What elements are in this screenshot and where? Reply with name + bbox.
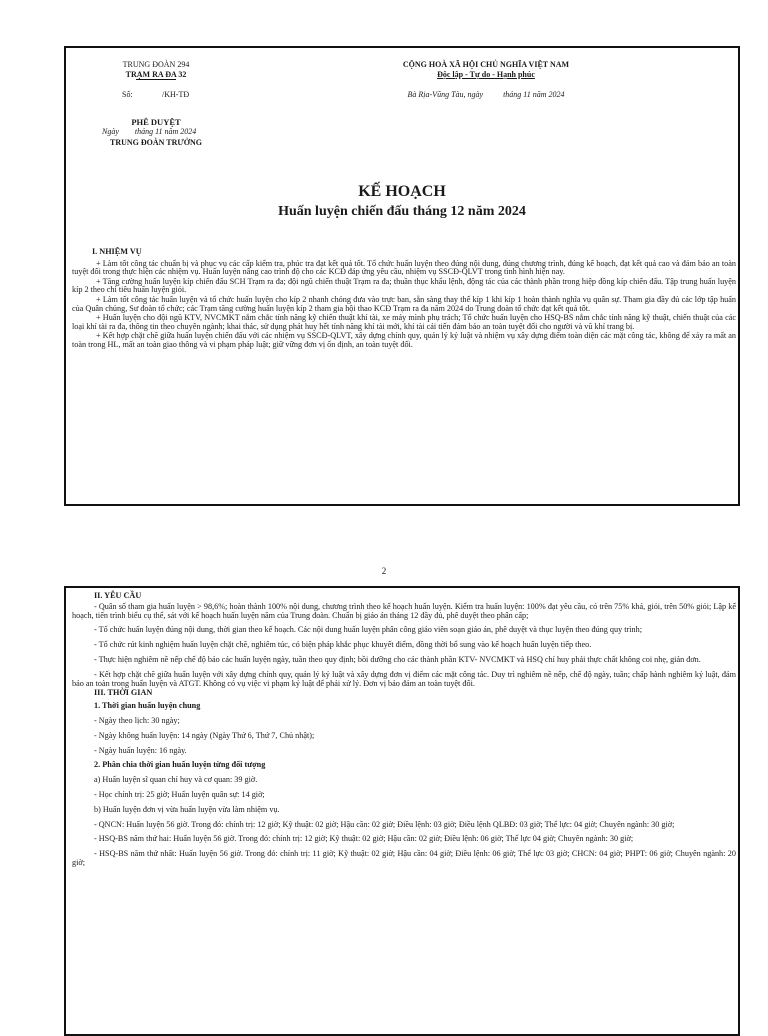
subsection-2-item: a) Huấn luyện sĩ quan chỉ huy và cơ quan: 39 giờ. [94, 775, 258, 785]
subsection-1-item: - Ngày huấn luyện: 16 ngày. [94, 745, 187, 755]
header-left-rule [136, 79, 176, 80]
section-2-paragraph: - Quân số tham gia huấn luyện > 98,6%; hoàn thành 100% nội dung, chương trình theo kế hoạch huấn luyện. Kiểm tra huấn luyện: 100% đạt yêu cầu, có trên 75% khá, giỏi, trên 50% giỏi; Lập kế hoạch, tiến trình biểu cụ thể, sát với kế hoạch huấn luyện năm của Trung đoàn. Chuẩn bị giáo án tháng 12 đầy đủ, phê duyệt theo phân cấp; [72, 601, 736, 620]
document-page-1 [64, 46, 740, 506]
subsection-1-item: - Ngày theo lịch: 30 ngày; [94, 715, 180, 725]
approval-signer: TRUNG ĐOÀN TRƯỞNG [109, 138, 202, 147]
section-2-paragraph: - Thực hiện nghiêm nề nếp chế độ bảo các huấn luyện ngày, tuần theo quy định; bồi dưỡng cho các thành phần KTV- NVCMKT và HSQ chỉ huy phải thực chất không coi nhẹ, giản đơn. [94, 654, 701, 664]
section-1-paragraph: + Làm tốt công tác huấn luyện và tổ chức huấn luyện cho kíp 2 nhanh chóng đưa vào trực ban, sẵn sàng thay thế kíp 1 khi kíp 1 hoàn thành nghĩa vụ quân sự. Tham gia đầy đủ các lớp tập huấn của Quân chủng, Sư đoàn tổ chức; các Trạm tăng cường huấn luyện kíp 2 tham gia hội thao KCĐ Trạm ra đa năm 2024 do Trung đoàn tổ chức đạt kết quả tốt. [72, 294, 736, 313]
section-1 [72, 248, 736, 351]
country-name: CỘNG HOÀ XÃ HỘI CHỦ NGHĨA VIỆT NAM [402, 60, 570, 69]
section-3-heading: III. THỜI GIAN [94, 688, 153, 698]
subsection-1-heading: 1. Thời gian huấn luyện chung [94, 701, 201, 711]
subsection-1-item: - Ngày không huấn luyện: 14 ngày (Ngày Thứ 6, Thứ 7, Chủ nhật); [94, 730, 315, 740]
doc-number-label: Số: [122, 90, 133, 99]
subsection-2-item: - QNCN: Huấn luyện 56 giờ. Trong đó: chính trị: 12 giờ; Kỹ thuật: 02 giờ; Hậu cần: 02 giờ; Điều lệnh: 03 giờ; Điều lệnh QLBĐ: 03 giờ; Thể lực: 04 giờ; Chuyên ngành: 30 giờ; [94, 819, 675, 829]
subsection-2-item: - HSQ-BS năm thứ nhất: Huấn luyện 56 giờ. Trong đó: chính trị: 11 giờ; Kỹ thuật: 02 giờ; Hậu cần: 04 giờ; Điều lệnh: 06 giờ; Thể lực 03 giờ; CHCN: 04 giờ; PHPT: 06 giờ; Chuyên ngành: 20 giờ; [72, 849, 736, 867]
unit-name: TRUNG ĐOÀN 294 [122, 60, 190, 69]
section-1-heading: I. NHIỆM VỤ [92, 247, 142, 256]
approval-date: Ngày tháng 11 năm 2024 [102, 127, 197, 136]
doc-number-code: /KH-TĐ [162, 90, 190, 99]
place-and-date: Bà Rịa-Vũng Tàu, ngày tháng 11 năm 2024 [407, 90, 565, 99]
section-2-and-3 [72, 592, 736, 874]
section-2-paragraph: - Tổ chức huấn luyện đúng nội dung, thời gian theo kế hoạch. Các nội dung huấn luyện phân công giáo viên soạn giáo án, phê duyệt và thục luyện theo đúng quy trình; [94, 625, 642, 635]
document-subtitle: Huấn luyện chiến đấu tháng 12 năm 2024 [278, 204, 526, 219]
document-page-2 [64, 586, 740, 1036]
section-1-paragraph: + Huấn luyện cho đội ngũ KTV, NVCMKT nắm chắc tính năng kỹ chiến thuật khí tài, xe máy mình phụ trách; Tổ chức huấn luyện cho HSQ-BS nắm chắc tính năng kỹ thuật, chiến thuật của các loại khí tài ra đa, thông tin theo chuyên ngành; khai thác, sử dụng phát huy hết tính năng khí tài mới, khí tài cải tiến đảm bảo an toàn tuyệt đối cho người và vũ khí trang bị. [72, 313, 736, 331]
sub-unit-name: TRẠM RA ĐA 32 [125, 70, 187, 79]
section-1-paragraph: + Làm tốt công tác chuẩn bị và phục vụ các cấp kiểm tra, phúc tra đạt kết quả tốt. Tổ chức huấn luyện theo đúng nội dung, đúng chương trình, đúng kế hoạch, đạt kết quả cao và đảm bảo an toàn tuyệt đối trong thực hiện các nhiệm vụ. Huấn luyện nâng cao trình độ cho các KCĐ đáp ứng yêu cầu, nhiệm vụ SSCĐ-QLVT trong tình hình hiện nay. [72, 258, 736, 277]
national-motto: Độc lập - Tự do - Hạnh phúc [437, 70, 535, 79]
subsection-2-heading: 2. Phân chia thời gian huấn luyện từng đối tượng [94, 760, 266, 770]
page-number: 2 [381, 566, 387, 576]
section-2-heading: II. YÊU CẦU [94, 591, 142, 600]
section-2-paragraph: - Kết hợp chặt chẽ giữa huấn luyện với xây dựng chính quy, quản lý kỷ luật và xây dựng đơn vị điểm các mặt công tác. Duy trì nghiêm nề nếp, chế độ ngày, tuần; chấp hành nghiêm kỷ luật, đảm bảo an toàn trong huấn luyện và ATGT. Không có vụ việc vi phạm kỷ luật để phải xử lý. Đơn vị bảo đảm an toàn tuyệt đối. [72, 669, 736, 688]
approval-title: PHÊ DUYỆT [131, 117, 181, 127]
subsection-2-item: - Học chính trị: 25 giờ; Huấn luyện quân sự: 14 giờ; [94, 789, 265, 799]
document-title: KẾ HOẠCH [358, 183, 446, 200]
subsection-2-item: - HSQ-BS năm thứ hai: Huấn luyện 56 giờ. Trong đó: chính trị: 12 giờ; Kỹ thuật: 02 giờ; Hậu cần: 02 giờ; Điều lệnh: 06 giờ; Thể lực 04 giờ; Chuyên ngành: 30 giờ; [94, 834, 634, 844]
subsection-2-item: b) Huấn luyện đơn vị vừa huấn luyện vừa làm nhiệm vụ. [94, 804, 280, 814]
section-1-paragraph: + Tăng cường huấn luyện kíp chiến đấu SCH Trạm ra đa; đội ngũ chiến thuật Trạm ra đa; thuần thục khẩu lệnh, động tác của các thành phần trong hiệp đồng kíp chiến đấu. Tập trung huấn luyện kíp 2 theo chỉ tiêu huấn luyện giỏi. [72, 276, 736, 295]
section-2-paragraph: - Tổ chức rút kinh nghiệm huấn luyện chặt chẽ, nghiêm túc, có biện pháp khắc phục khuyết điểm, đồng thời bổ sung vào kế hoạch huấn luyện tiếp theo. [94, 640, 592, 650]
section-1-paragraph: + Kết hợp chặt chẽ giữa huấn luyện chiến đấu với các nhiệm vụ SSCĐ-QLVT, xây dựng chính quy, quản lý kỷ luật và nhiệm vụ xây dựng điểm toàn diện các mặt công tác, không để xảy ra mất an toàn trong HL, mất an toàn giao thông và vi phạm pháp luật; giữ vững đơn vị ổn định, an toàn tuyệt đối. [72, 331, 736, 349]
